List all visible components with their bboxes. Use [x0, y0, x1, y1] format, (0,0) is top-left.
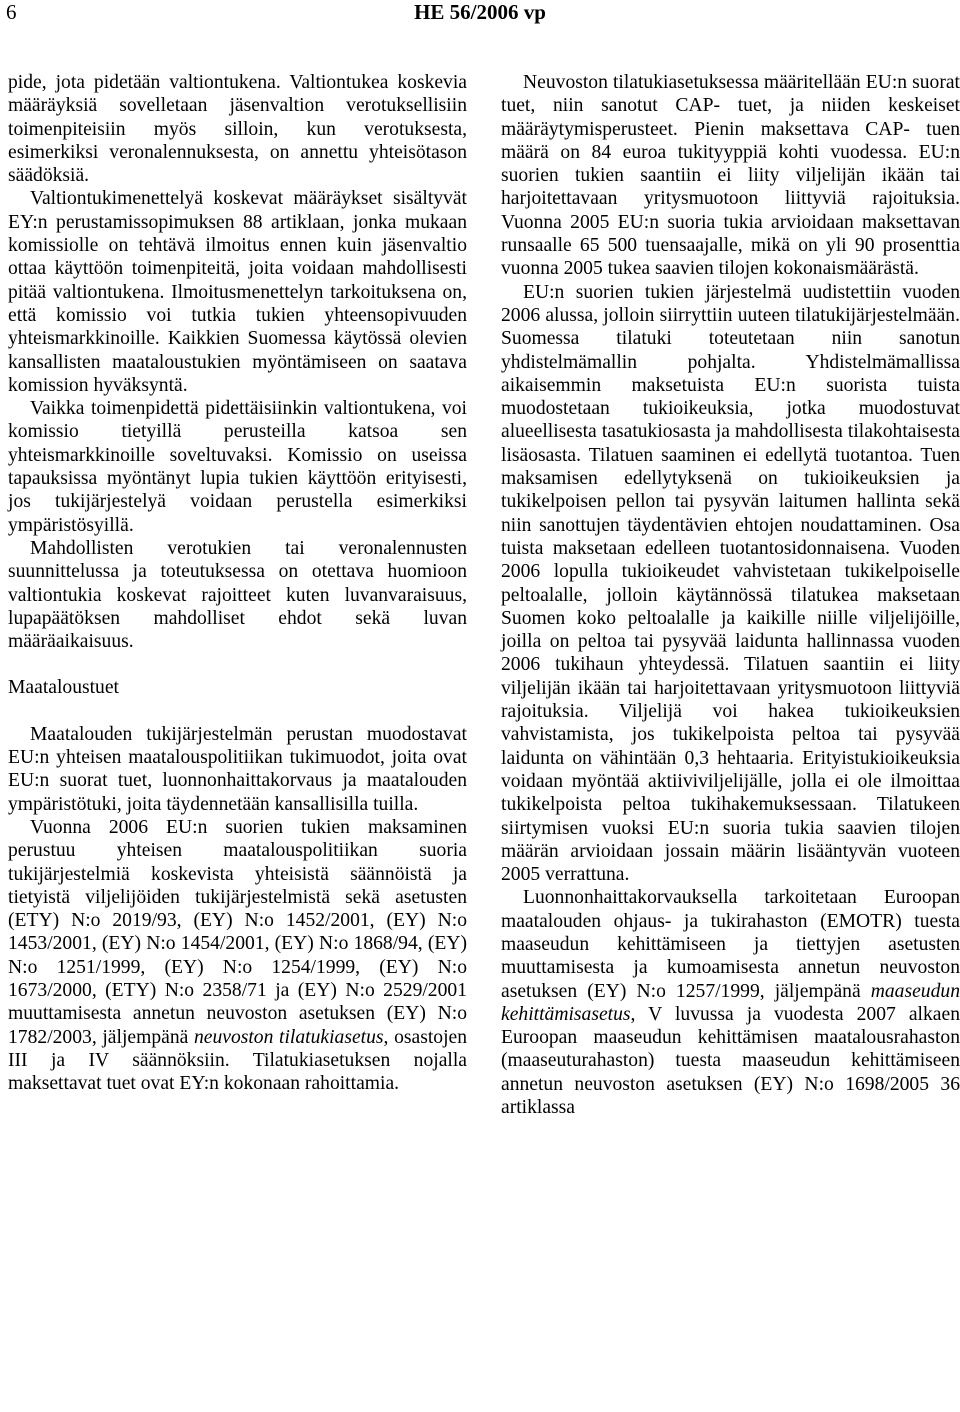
paragraph: Vaikka toimenpidettä pidettäisiinkin valtiontukena, voi komissio tietyillä perusteilla katsoa sen yhteismarkkinoille soveltuvaksi. Komissio on useissa tapauksissa myöntänyt lupia tukien käyttöön erityisesti, jos tukijärjestelyä voidaan perustella esimerkiksi ympäristösyillä. [8, 398, 467, 536]
paragraph [501, 886, 960, 1119]
paragraph [8, 816, 467, 1096]
italic-term: neuvoston tilatukiasetus [193, 1026, 384, 1048]
paragraph: Mahdollisten verotukien tai veronalennusten suunnittelussa ja toteutuksessa on otettava huomioon valtiontukia koskevat rajoitteet kuten luvanvaraisuus, lupapäätöksen mahdolliset ehdot sekä luvan määräaikaisuus. [8, 537, 467, 653]
italic-term: maaseudun kehittämisasetus [501, 980, 960, 1025]
page-header [0, 0, 960, 36]
paragraph-text: Maatalouden tukijärjestelmän perustan muodostavat EU:n yhteisen maatalouspolitiikan tukimuodot, joita ovat EU:n suorat tuet, luonnonhaittakorvaus ja maatalouden ympäristötuki, joita täydennetään kansallisilla tuilla. [8, 723, 467, 815]
paragraph: pide, jota pidetään valtiontukena. Valtiontukea koskevia määräyksiä sovelletaan jäsenvaltion verotuksellisiin toimenpiteisiin myös silloin, kun verotuksesta, esimerkiksi veronalennuksesta, on annettu yhteisötason säädöksiä. [8, 72, 467, 187]
paragraph: EU:n suorien tukien järjestelmä uudistettiin vuoden 2006 alussa, jolloin siirryttiin uuteen tilatukijärjestelmään. Suomessa tilatuki toteutetaan niin sanotun yhdistelmämallin pohjalta. Yhdistelmämallissa aikaisemmin maksetuista EU:n suorista tuista muodostetaan tukioikeuksia, jotka muodostuvat alueellisesta tasatukiosasta ja mahdollisesta tilakohtaisesta lisäosasta. Tilatuen saaminen ei edellytä tuotantoa. Tuen maksamisen edellytyksenä on tukioikeuksien ja tukikelpoisen pellon tai pysyvän laitumen hallinta sekä niin sanottujen täydentävien ehtojen noudattaminen. Osa tuista maksetaan edelleen tuotantosidonnaisena. Vuoden 2006 lopulla tukioikeudet vahvistetaan tukikelpoiselle peltoalalle, jolloin käytännössä tilatukea maksetaan Suomen koko peltoalalle ja kaikille niille viljelijöille, joilla on peltoa tai pysyvää laidunta hallinnassa vuoden 2006 tukihaun yhteydessä. Tilatuen saantiin ei liity viljelijän ikään tai harjoitettavaan yritysmuotoon liittyviä rajoituksia. Viljelijä voi hakea tukioikeuksien vahvistamista, jos tukikelpoista peltoa tai pysyvää laidunta on vähintään 0,3 hehtaaria. Erityistukioikeuksia voidaan myöntää aktiiviviljelijälle, jolla ei ole ilmoittaa tukikelpoista peltoa tukihakemuksessaan. Tilatukeen siirtymisen vuoksi EU:n suoria tukia saavien tilojen määrän arvioidaan jossain määrin lisääntyvän vuoteen 2005 verrattuna. [501, 281, 960, 886]
paragraph [8, 723, 467, 816]
paragraph: Valtiontukimenettelyä koskevat määräykset sisältyvät EY:n perustamissopimuksen 88 artiklaan, jonka mukaan komissiolle on tehtävä ilmoitus ennen kuin jäsenvaltio ottaa käyttöön toimenpiteitä, joita voidaan mahdollisesti pitää valtiontukena. Ilmoitusmenettelyn tarkoituksena on, että komissio voi tutkia tukien yhteensopivuuden yhteismarkkinoille. Kaikkien Suomessa käytössä olevien kansallisten maataloustukien myöntämiseen on saatava komission hyväksyntä. [8, 188, 467, 396]
document-id: HE 56/2006 vp [414, 0, 546, 24]
paragraph-text: Vuonna 2006 EU:n suorien tukien maksaminen perustuu yhteisen maatalouspolitiikan suoria tukijärjestelmiä koskevista yhteisistä säännöistä ja tietyistä viljelijöiden tukijärjestelmistä sekä asetusten (ETY) N:o 2019/93, (EY) N:o 1452/2001, (EY) N:o 1453/2001, (EY) N:o 1454/2001, (EY) N:o 1868/94, (EY) N:o 1251/1999, (EY) N:o 1254/1999, (EY) N:o 1673/2000, (ETY) N:o 2358/71 ja (EY) N:o 2529/2001 muuttamisesta annetun neuvoston asetuksen (EY) N:o 1782/2003, jäljempänä [8, 816, 467, 1048]
right-column [501, 71, 960, 1119]
paragraph-text: , osastojen III ja IV säännöksiin. Tilatukiasetuksen nojalla maksettavat tuet ovat EY:n kokonaan rahoittamia. [8, 1026, 468, 1095]
left-column [8, 71, 467, 1095]
page-number: 6 [6, 0, 17, 24]
paragraph-text: , V luvussa ja vuodesta 2007 alkaen Euroopan maaseudun kehittämisen maatalousrahaston (maaseuturahaston) tuesta maaseudun kehittämiseen annetun neuvoston asetuksen (EY) N:o 1698/2005 36 artiklassa [501, 1003, 960, 1119]
paragraph-text: Luonnonhaittakorvauksella tarkoitetaan Euroopan maatalouden ohjaus- ja tukirahaston (EMOTR) tuesta maaseudun kehittämiseen ja tiettyjen asetusten muuttamisesta ja kumoamisesta annetun neuvoston asetuksen (EY) N:o 1257/1999, jäljempänä [501, 887, 960, 1002]
section-heading: Maataloustuet [8, 677, 119, 699]
paragraph: Neuvoston tilatukiasetuksessa määritellään EU:n suorat tuet, niin sanotut CAP- tuet, ja niiden keskeiset määräytymisperusteet. Pienin maksettava CAP- tuen määrä on 84 euroa tukityyppiä kohti vuodessa. EU:n suorien tukien saantiin ei liity viljelijän ikään tai harjoitettavaan yritysmuotoon liittyviä rajoituksia. Vuonna 2005 EU:n suoria tukia arvioidaan maksettavan runsaalle 65 500 tuensaajalle, mikä on yli 90 prosenttia vuonna 2005 tukea saavien tilojen kokonaismäärästä. [501, 72, 960, 280]
